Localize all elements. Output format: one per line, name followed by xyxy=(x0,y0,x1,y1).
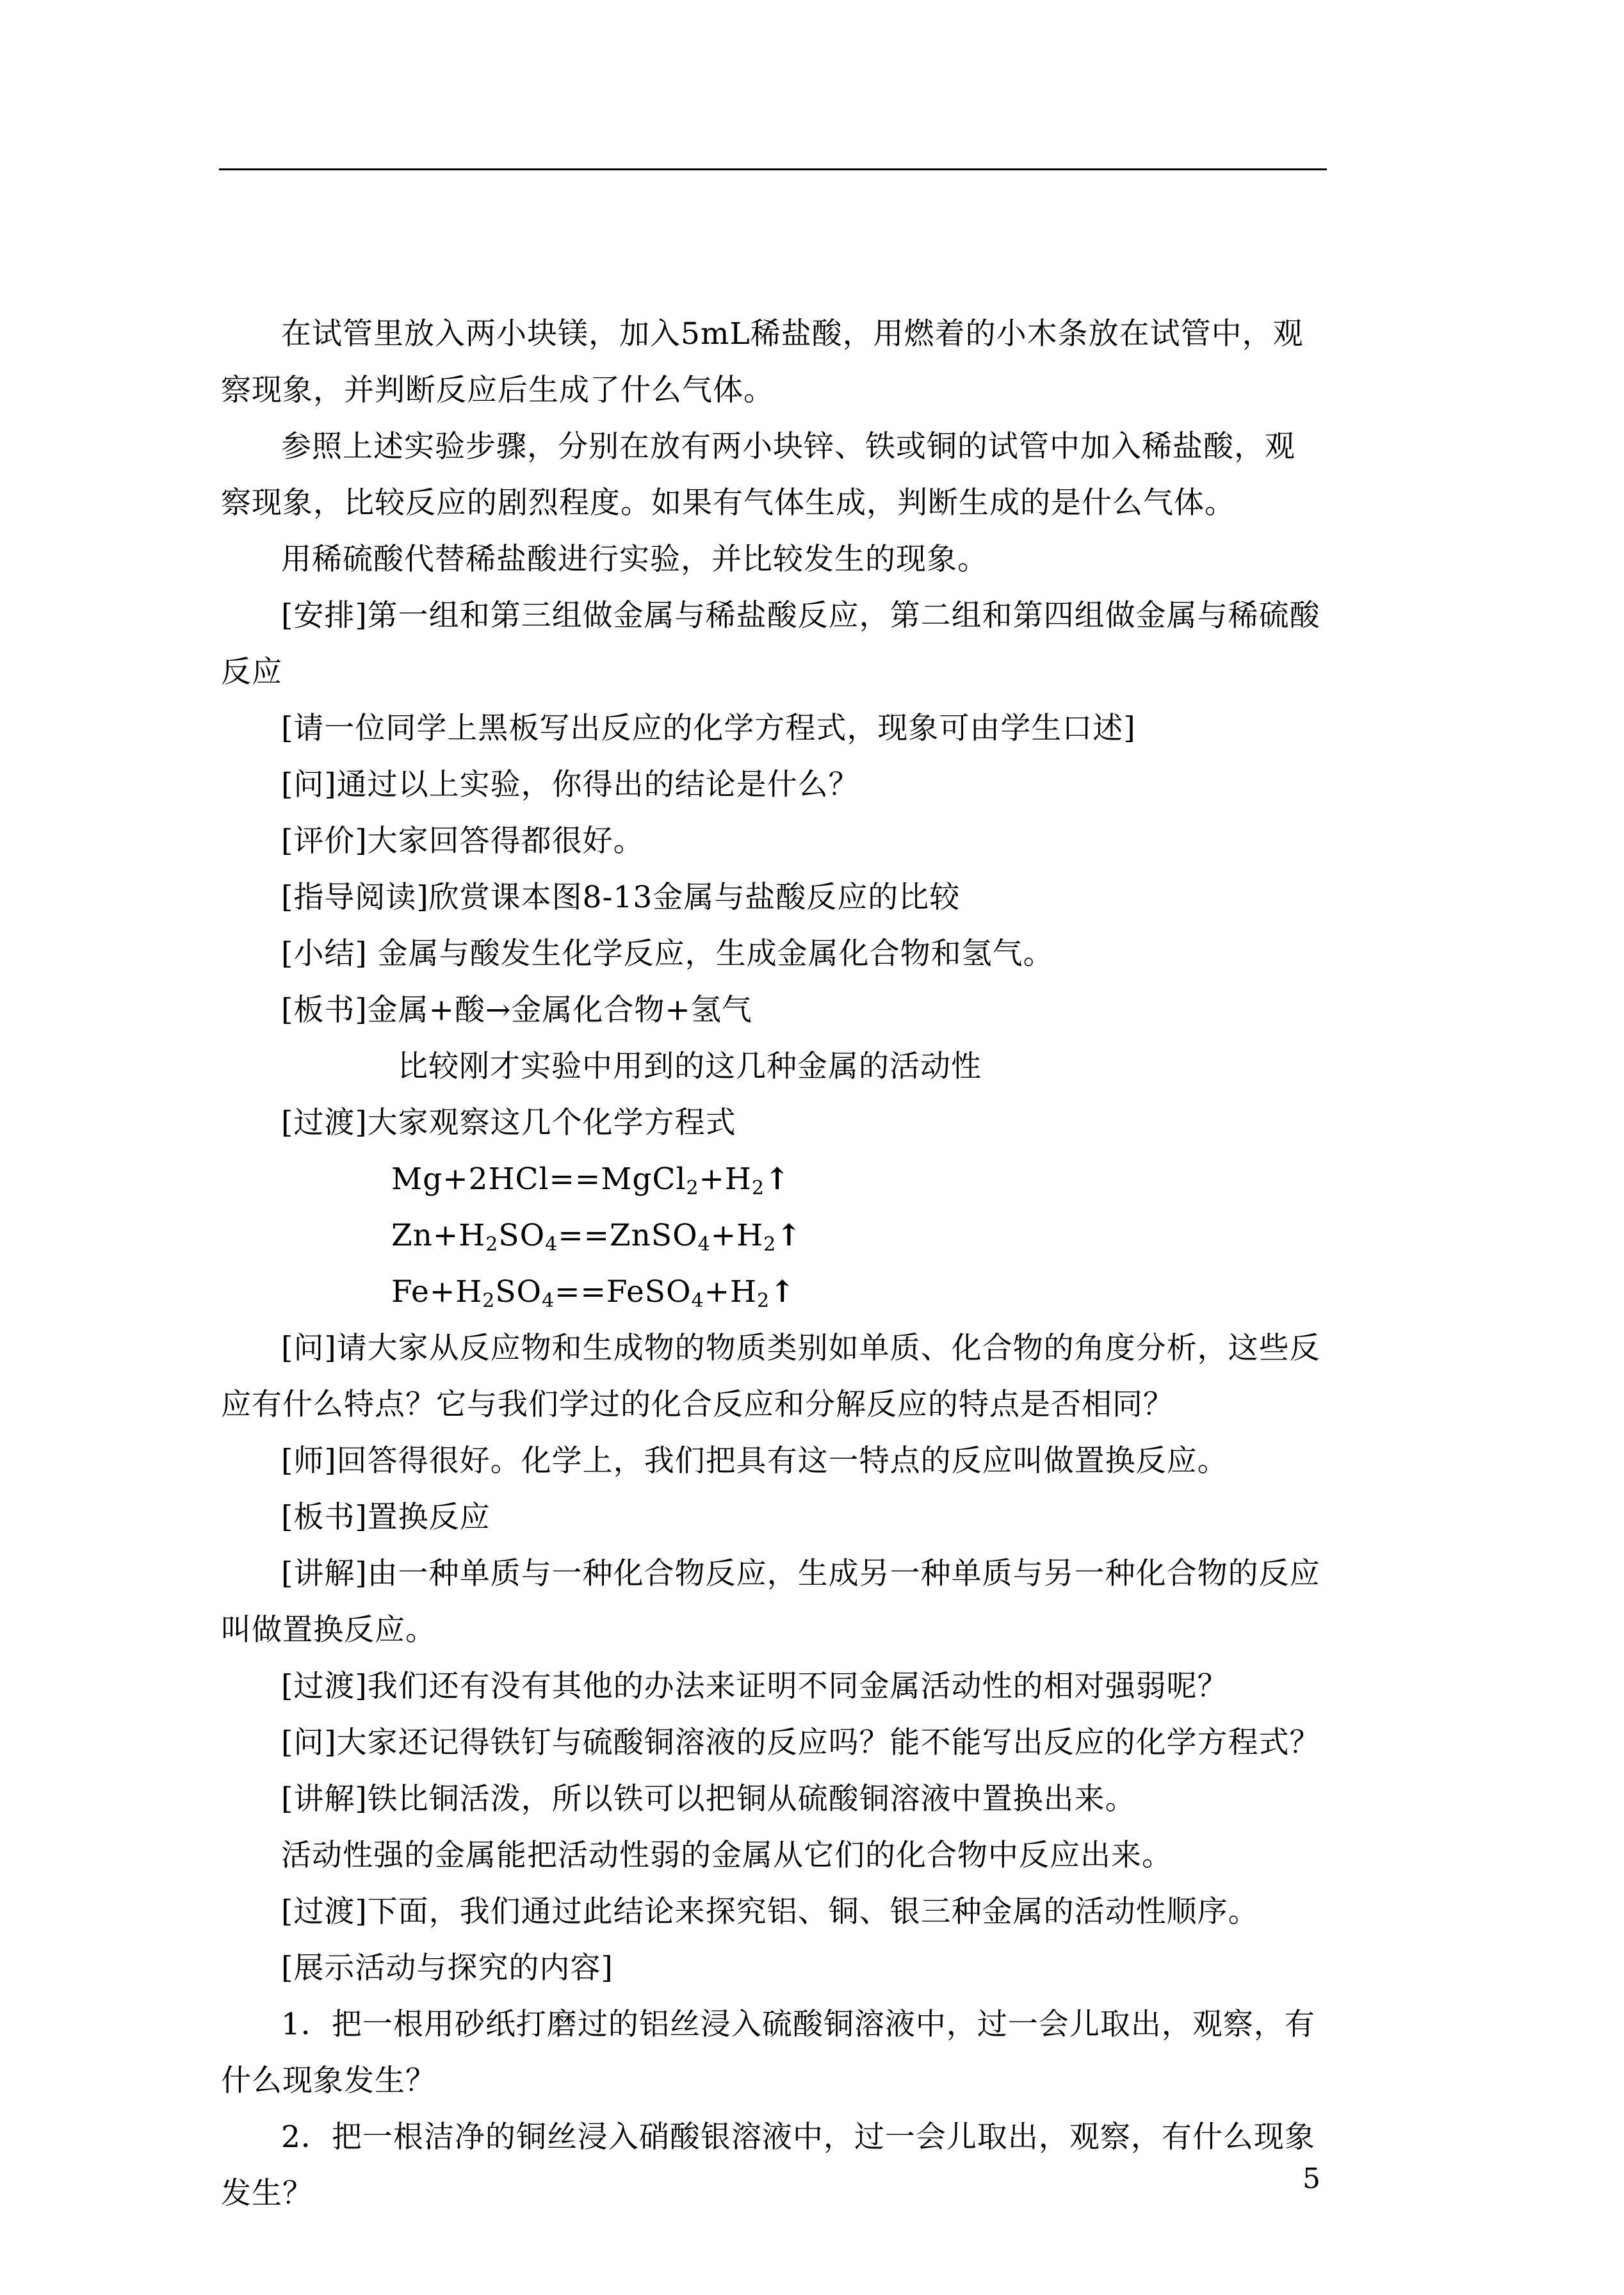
paragraph: [讲解]由一种单质与一种化合物反应，生成另一种单质与另一种化合物的反应叫做置换反应。 xyxy=(221,1556,1320,1648)
equation-fe-h2so4: $Fe+H_2SO_4==FeSO_4+H_2↑$ xyxy=(221,1264,1322,1320)
paragraph: 比较刚才实验中用到的这几种金属的活动性 xyxy=(398,1049,982,1084)
paragraph: [安排]第一组和第三组做金属与稀盐酸反应，第二组和第四组做金属与稀硫酸反应 xyxy=(221,598,1320,690)
arrow-up-icon: ↑ xyxy=(765,1162,791,1197)
paragraph: [问]大家还记得铁钉与硫酸铜溶液的反应吗？能不能写出反应的化学方程式？ xyxy=(281,1725,1320,1760)
paragraph: [问]请大家从反应物和生成物的物质类别如单质、化合物的角度分析，这些反应有什么特点？它与我们学过的化合反应和分解反应的特点是否相同？ xyxy=(221,1331,1320,1422)
paragraph: [师]回答得很好。化学上，我们把具有这一特点的反应叫做置换反应。 xyxy=(281,1443,1228,1479)
paragraph: [请一位同学上黑板写出反应的化学方程式，现象可由学生口述] xyxy=(281,711,1136,746)
paragraph: 用稀硫酸代替稀盐酸进行实验，并比较发生的现象。 xyxy=(281,542,988,577)
equation-mg-hcl: $Mg+2HCl==MgCl_2+H_2↑$ xyxy=(221,1151,1322,1208)
paragraph: [板书]置换反应 xyxy=(281,1500,491,1535)
paragraph: [评价]大家回答得都很好。 xyxy=(281,823,644,859)
equation-zn-h2so4: $Zn+H_2SO_4==ZnSO_4+H_2↑$ xyxy=(221,1208,1322,1264)
header-rule xyxy=(219,168,1327,170)
paragraph: [板书]金属+酸→金属化合物+氢气 xyxy=(281,993,752,1028)
paragraph: 活动性强的金属能把活动性弱的金属从它们的化合物中反应出来。 xyxy=(281,1838,1173,1873)
paragraph: [小结] 金属与酸发生化学反应，生成金属化合物和氢气。 xyxy=(281,936,1054,971)
paragraph: [指导阅读]欣赏课本图8-13金属与盐酸反应的比较 xyxy=(281,880,961,915)
paragraph: [展示活动与探究的内容] xyxy=(281,1950,613,1986)
document-body xyxy=(221,306,1322,2222)
arrow-up-icon: ↑ xyxy=(776,1218,802,1253)
paragraph: [问]通过以上实验，你得出的结论是什么？ xyxy=(281,767,859,802)
paragraph: [过渡]大家观察这几个化学方程式 xyxy=(281,1105,736,1140)
paragraph: 参照上述实验步骤，分别在放有两小块锌、铁或铜的试管中加入稀盐酸，观察现象，比较反应的剧烈程度。如果有气体生成，判断生成的是什么气体。 xyxy=(221,429,1295,521)
paragraph: [讲解]铁比铜活泼，所以铁可以把铜从硫酸铜溶液中置换出来。 xyxy=(281,1781,1136,1817)
page-number: 5 xyxy=(1303,2162,1320,2195)
paragraph: 1．把一根用砂纸打磨过的铝丝浸入硫酸铜溶液中，过一会儿取出，观察，有什么现象发生？ xyxy=(221,2007,1315,2098)
arrow-up-icon: ↑ xyxy=(770,1274,796,1310)
paragraph: [过渡]下面，我们通过此结论来探究铝、铜、银三种金属的活动性顺序。 xyxy=(281,1894,1259,1929)
paragraph: 2．把一根洁净的铜丝浸入硝酸银溶液中，过一会儿取出，观察，有什么现象发生？ xyxy=(221,2120,1315,2211)
paragraph: 在试管里放入两小块镁，加入5mL稀盐酸，用燃着的小木条放在试管中，观察现象，并判断反应后生成了什么气体。 xyxy=(221,316,1304,408)
paragraph: [过渡]我们还有没有其他的办法来证明不同金属活动性的相对强弱呢？ xyxy=(281,1669,1228,1704)
